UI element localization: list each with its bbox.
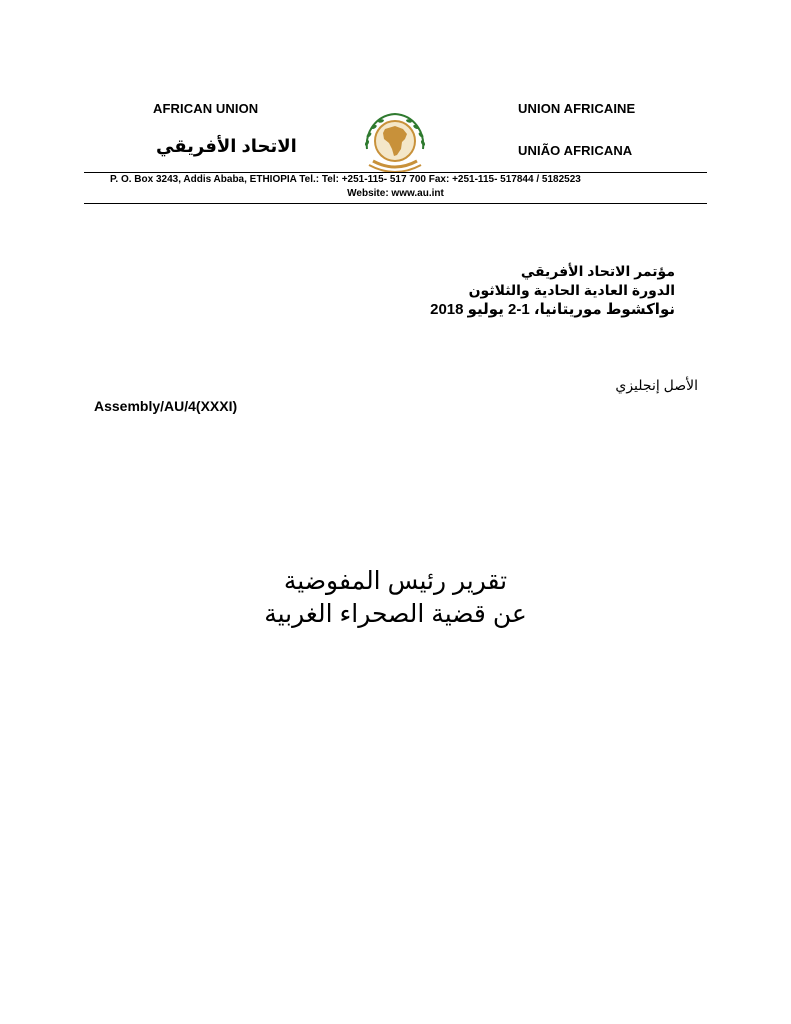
website-line: Website: www.au.int [347, 188, 444, 199]
document-reference: Assembly/AU/4(XXXI) [94, 398, 238, 414]
original-language: الأصل إنجليزي [615, 377, 698, 393]
meeting-line-2: الدورة العادية الحادية والثلاثون [468, 282, 675, 298]
header-bottom-rule [84, 203, 707, 204]
meeting-line-3: نواكشوط موريتانيا، 1-2 يوليو 2018 [430, 301, 675, 318]
header-ar-name: الاتحاد الأفريقي [156, 136, 297, 156]
header-pt-name: UNIÃO AFRICANA [518, 143, 633, 158]
report-title-line-2: عن قضية الصحراء الغربية [264, 600, 527, 628]
header-en-name: AFRICAN UNION [153, 101, 259, 116]
meeting-info [275, 262, 675, 319]
au-emblem-icon [355, 109, 435, 177]
report-title-line-1: تقرير رئيس المفوضية [283, 567, 508, 595]
report-title [0, 565, 791, 631]
contact-line: P. O. Box 3243, Addis Ababa, ETHIOPIA Tel.: Tel: +251-115- 517 700 Fax: +251-115- 517844 / 5182523 [110, 174, 581, 185]
header-fr-name: UNION AFRICAINE [518, 101, 636, 116]
header-top-rule [84, 172, 707, 173]
meeting-line-1: مؤتمر الاتحاد الأفريقي [520, 263, 675, 279]
